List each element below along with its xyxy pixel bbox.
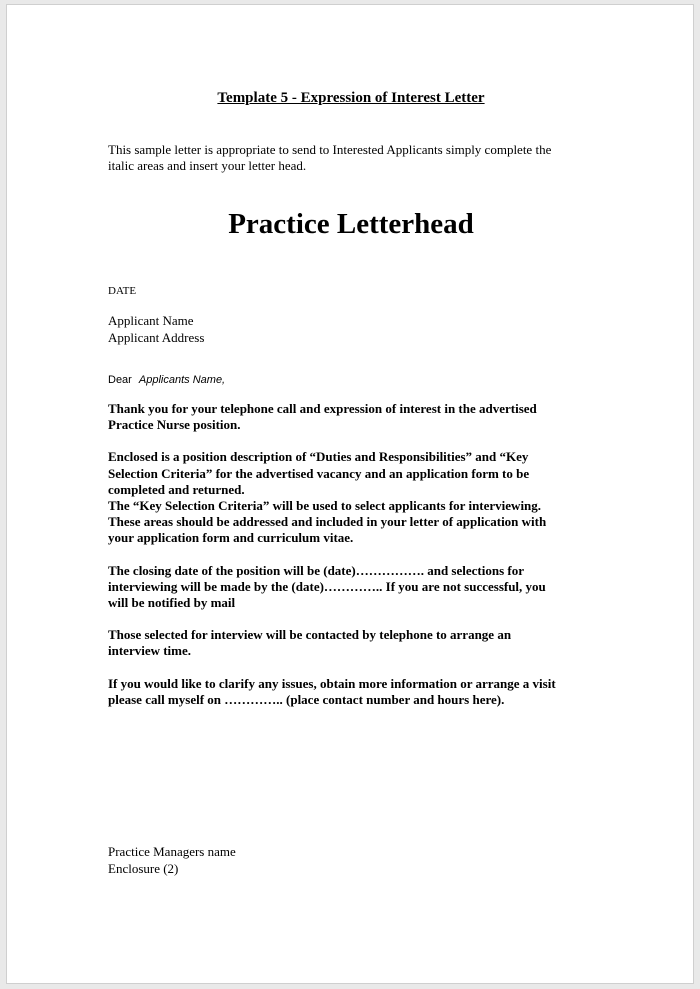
paragraph-line: will be notified by mail (108, 595, 236, 611)
applicant-block (108, 312, 204, 346)
closing-block (108, 843, 236, 877)
salutation-name: Applicants Name, (138, 374, 226, 386)
paragraph-interview (108, 627, 598, 659)
paragraph-line: your application form and curriculum vitae. (108, 530, 354, 546)
template-title: Template 5 - Expression of Interest Letter (217, 90, 485, 106)
paragraph-line: These areas should be addressed and included in your letter of application with (108, 514, 547, 530)
intro-text (108, 142, 598, 174)
date-field: DATE (108, 285, 137, 297)
paragraph-line: If you would like to clarify any issues, obtain more information or arrange a visit (108, 675, 556, 691)
paragraph-contact (108, 676, 598, 708)
applicant-address: Applicant Address (108, 330, 205, 345)
paragraph-line: The “Key Selection Criteria” will be used to select applicants for interviewing. (108, 498, 542, 514)
paragraph-enclosed (108, 449, 598, 546)
intro-line: This sample letter is appropriate to send to Interested Applicants simply complete the (108, 142, 552, 157)
paragraph-line: interview time. (108, 643, 192, 659)
paragraph-line: Those selected for interview will be contacted by telephone to arrange an (108, 627, 512, 643)
paragraph-line: Practice Nurse position. (108, 417, 241, 433)
intro-line: italic areas and insert your letter head. (108, 158, 307, 173)
salutation (108, 374, 225, 386)
applicant-name: Applicant Name (108, 313, 194, 328)
letter-body (108, 401, 598, 724)
paragraph-line: Thank you for your telephone call and expression of interest in the advertised (108, 401, 537, 416)
document-page (6, 4, 694, 984)
letterhead-heading: Practice Letterhead (228, 208, 474, 240)
paragraph-line: The closing date of the position will be (date)……………. and selections for (108, 562, 524, 578)
paragraph-closing-date (108, 563, 598, 612)
paragraph-thank-you (108, 401, 598, 433)
enclosure-note: Enclosure (2) (108, 861, 179, 876)
paragraph-line: please call myself on ………….. (place contact number and hours here). (108, 691, 505, 707)
paragraph-line: Enclosed is a position description of “Duties and Responsibilities” and “Key (108, 449, 529, 465)
paragraph-line: interviewing will be made by the (date)………….. If you are not successful, you (108, 578, 546, 594)
paragraph-line: completed and returned. (108, 481, 245, 497)
signer-name: Practice Managers name (108, 844, 236, 859)
paragraph-line: Selection Criteria” for the advertised vacancy and an application form to be (108, 465, 530, 481)
salutation-dear: Dear (108, 374, 132, 386)
